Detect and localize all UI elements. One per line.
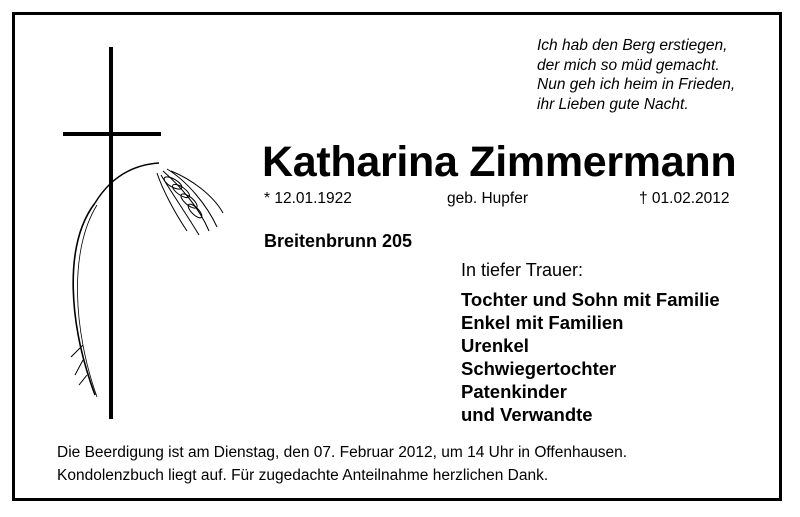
mourner-entry: Tochter und Sohn mit Familie — [461, 289, 720, 310]
verse-line: Nun geh ich heim in Frieden, — [537, 76, 736, 93]
memorial-verse — [537, 36, 757, 114]
funeral-line: Kondolenzbuch liegt auf. Für zugedachte Anteilnahme herzlichen Dank. — [57, 467, 549, 484]
birth-date: * 12.01.1922 — [264, 190, 352, 207]
mourning-intro: In tiefer Trauer: — [461, 260, 584, 280]
obituary-notice — [12, 12, 782, 501]
cross-with-wheat-icon — [49, 45, 229, 425]
mourner-entry: Enkel mit Familien — [461, 312, 624, 333]
mourner-entry: und Verwandte — [461, 404, 593, 425]
verse-line: Ich hab den Berg erstiegen, — [537, 37, 728, 54]
mourners-list — [461, 288, 720, 426]
death-date: † 01.02.2012 — [639, 190, 730, 207]
wheat-stalk — [73, 203, 95, 395]
funeral-details — [57, 441, 627, 487]
verse-line: der mich so müd gemacht. — [537, 56, 720, 74]
deceased-name: Katharina Zimmermann — [262, 138, 737, 186]
mourner-entry: Urenkel — [461, 335, 529, 356]
funeral-line: Die Beerdigung ist am Dienstag, den 07. Februar 2012, um 14 Uhr in Offenhausen. — [57, 444, 628, 461]
mourner-entry: Schwiegertochter — [461, 358, 617, 379]
verse-line: ihr Lieben gute Nacht. — [537, 95, 689, 113]
cross-vertical-bar — [109, 47, 113, 419]
cross-horizontal-bar — [63, 132, 161, 136]
maiden-name: geb. Hupfer — [447, 190, 528, 207]
residence: Breitenbrunn 205 — [264, 231, 413, 251]
wheat-head — [157, 169, 223, 235]
mourner-entry: Patenkinder — [461, 381, 567, 402]
